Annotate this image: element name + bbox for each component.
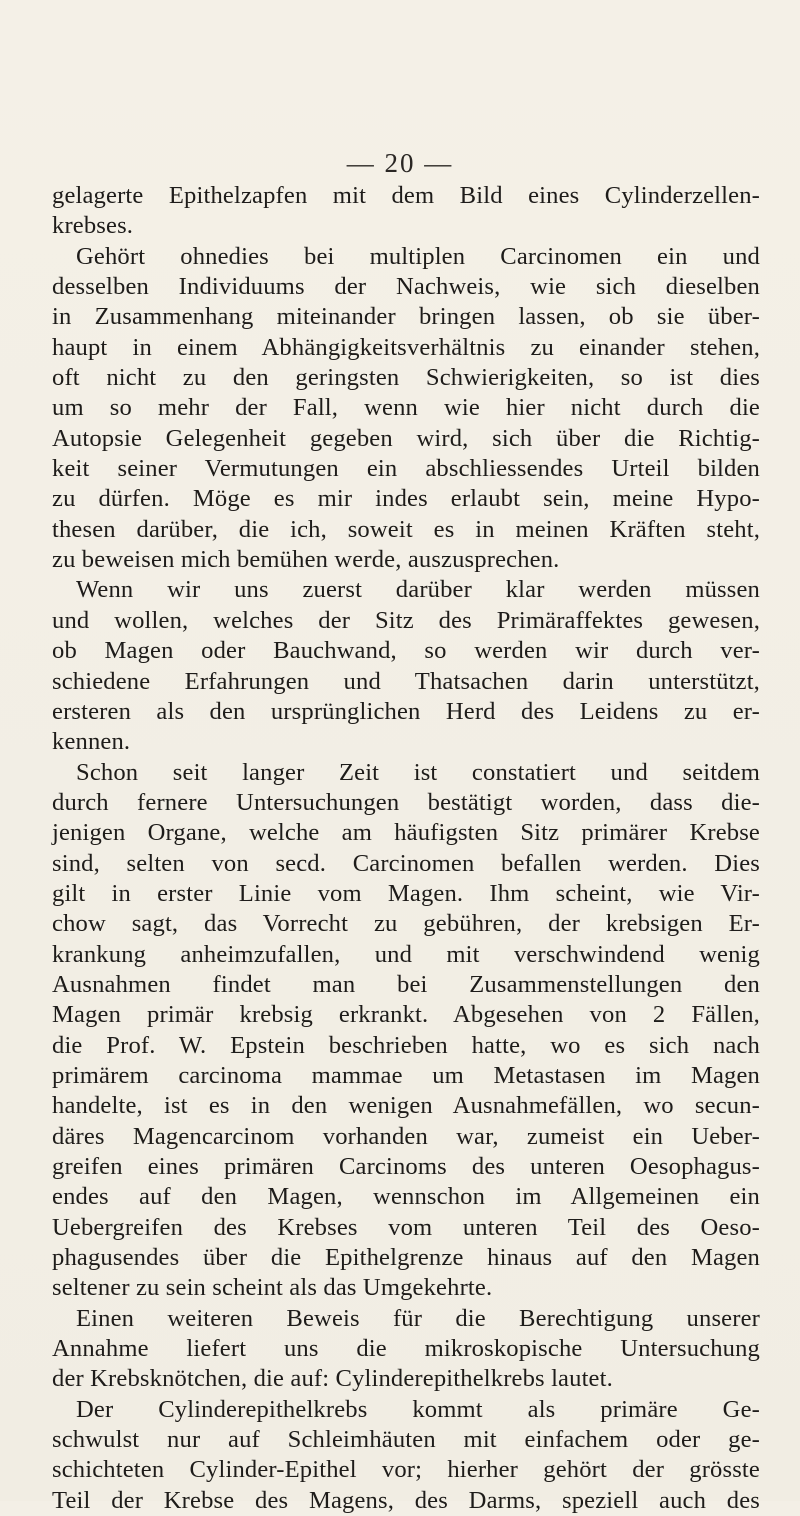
text-line: krebses. xyxy=(52,212,134,240)
text-line: sind, selten von secd. Carcinomen befallen werden. Dies xyxy=(52,849,760,877)
page-number: — 20 — xyxy=(346,148,454,178)
text-line: zu beweisen mich bemühen werde, auszusprechen. xyxy=(52,546,560,574)
text-line: phagusendes über die Epithelgrenze hinaus auf den Magen xyxy=(52,1244,760,1272)
text-line: endes auf den Magen, wennschon im Allgemeinen ein xyxy=(52,1183,760,1211)
text-line: Teil der Krebse des Magens, des Darms, speziell auch des xyxy=(52,1486,760,1514)
text-line: Einen weiteren Beweis für die Berechtigung unserer xyxy=(76,1304,760,1332)
text-line: Autopsie Gelegenheit gegeben wird, sich über die Richtig- xyxy=(52,424,760,452)
text-line: krankung anheimzufallen, und mit verschwindend wenig xyxy=(52,940,760,968)
text-line: kennen. xyxy=(52,728,131,756)
text-line: keit seiner Vermutungen ein abschliessendes Urteil bilden xyxy=(52,455,760,483)
text-line: die Prof. W. Epstein beschrieben hatte, wo es sich nach xyxy=(52,1031,760,1059)
text-line: durch fernere Untersuchungen bestätigt worden, dass die- xyxy=(52,788,760,816)
text-line: der Krebsknötchen, die auf: Cylinderepithelkrebs lautet. xyxy=(52,1365,613,1393)
text-line: Magen primär krebsig erkrankt. Abgesehen von 2 Fällen, xyxy=(52,1001,760,1029)
text-line: Uebergreifen des Krebses vom unteren Teil des Oeso- xyxy=(52,1213,760,1241)
text-line: seltener zu sein scheint als das Umgekehrte. xyxy=(52,1274,493,1302)
text-line: Gehört ohnedies bei multiplen Carcinomen ein und xyxy=(76,242,760,270)
text-line: schwulst nur auf Schleimhäuten mit einfachem oder ge- xyxy=(52,1426,760,1454)
text-line: primärem carcinoma mammae um Metastasen im Magen xyxy=(52,1061,760,1089)
text-line: in Zusammenhang miteinander bringen lassen, ob sie über- xyxy=(52,303,760,331)
text-line: ersteren als den ursprünglichen Herd des Leidens zu er- xyxy=(52,697,760,725)
text-line: thesen darüber, die ich, soweit es in meinen Kräften steht, xyxy=(52,515,760,543)
text-line: handelte, ist es in den wenigen Ausnahmefällen, wo secun- xyxy=(52,1092,760,1120)
text-line: Wenn wir uns zuerst darüber klar werden müssen xyxy=(76,576,760,604)
text-line: schichteten Cylinder-Epithel vor; hierher gehört der grösste xyxy=(52,1456,760,1484)
text-line: oft nicht zu den geringsten Schwierigkeiten, so ist dies xyxy=(52,364,760,392)
text-line: zu dürfen. Möge es mir indes erlaubt sein, meine Hypo- xyxy=(52,485,760,513)
text-line: ob Magen oder Bauchwand, so werden wir durch ver- xyxy=(52,637,760,665)
text-line: gilt in erster Linie vom Magen. Ihm scheint, wie Vir- xyxy=(52,879,760,907)
text-line: Ausnahmen findet man bei Zusammenstellungen den xyxy=(52,970,760,998)
text-line: um so mehr der Fall, wenn wie hier nicht durch die xyxy=(52,394,760,422)
text-line: desselben Individuums der Nachweis, wie sich dieselben xyxy=(52,273,760,301)
text-line: Annahme liefert uns die mikroskopische Untersuchung xyxy=(52,1335,760,1363)
body-text xyxy=(52,181,760,1516)
text-line: gelagerte Epithelzapfen mit dem Bild eines Cylinderzellen- xyxy=(52,182,760,209)
text-line: schiedene Erfahrungen und Thatsachen darin unterstützt, xyxy=(52,667,760,695)
text-line: greifen eines primären Carcinoms des unteren Oesophagus- xyxy=(52,1153,760,1180)
text-line: Schon seit langer Zeit ist constatiert und seitdem xyxy=(76,758,760,786)
text-line: chow sagt, das Vorrecht zu gebühren, der krebsigen Er- xyxy=(52,910,760,938)
text-line: jenigen Organe, welche am häufigsten Sitz primärer Krebse xyxy=(52,819,760,847)
text-line: Der Cylinderepithelkrebs kommt als primäre Ge- xyxy=(76,1395,760,1423)
text-line: haupt in einem Abhängigkeitsverhältnis zu einander stehen, xyxy=(52,333,760,361)
text-line: und wollen, welches der Sitz des Primäraffektes gewesen, xyxy=(52,606,760,634)
text-line: däres Magencarcinom vorhanden war, zumeist ein Ueber- xyxy=(52,1122,760,1150)
